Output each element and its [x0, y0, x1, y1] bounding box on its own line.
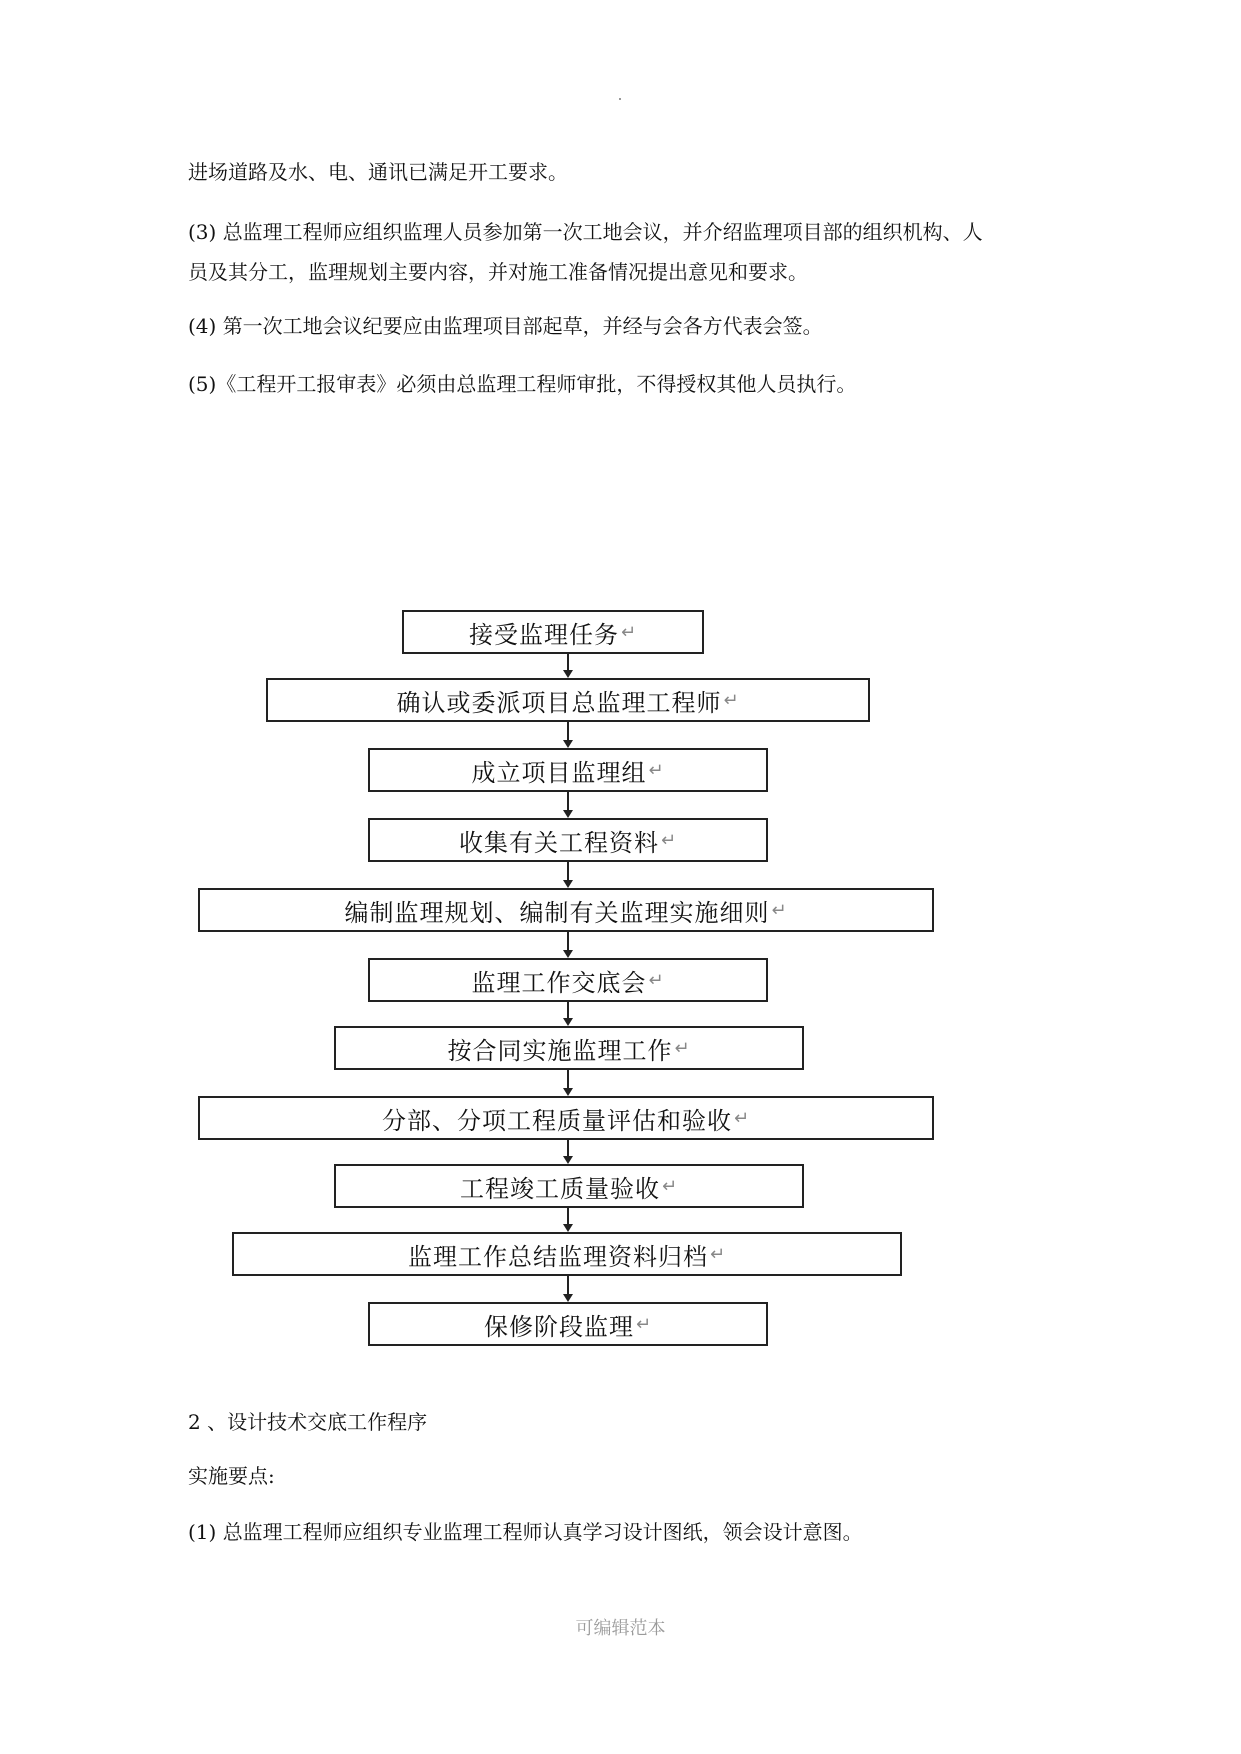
- arrow-down-icon: [563, 1294, 573, 1302]
- flow-step-3: 成立项目监理组 ↵: [368, 748, 768, 792]
- paragraph-item-3-line-2: 员及其分工，监理规划主要内容，并对施工准备情况提出意见和要求。: [188, 260, 808, 284]
- paragraph-item-4: (4) 第一次工地会议纪要应由监理项目部起草，并经与会各方代表会签。: [188, 314, 823, 338]
- return-mark-icon: ↵: [661, 1175, 679, 1197]
- return-mark-icon: ↵: [635, 1313, 653, 1335]
- arrow-down-icon: [563, 1224, 573, 1232]
- arrow-down-icon: [563, 740, 573, 748]
- flow-step-9: 工程竣工质量验收 ↵: [334, 1164, 804, 1208]
- return-mark-icon: ↵: [620, 621, 638, 643]
- paragraph-item-3: [188, 212, 1068, 292]
- flow-step-2: 确认或委派项目总监理工程师 ↵: [266, 678, 870, 722]
- return-mark-icon: ↵: [648, 759, 665, 781]
- arrow-down-icon: [563, 1088, 573, 1096]
- flow-step-8: 分部、分项工程质量评估和验收 ↵: [198, 1096, 934, 1140]
- header-dot: [619, 98, 621, 100]
- paragraph-item-3-line-1: (3) 总监理工程师应组织监理人员参加第一次工地会议，并介绍监理项目部的组织机构、人: [188, 220, 983, 244]
- flow-step-7: 按合同实施监理工作 ↵: [334, 1026, 804, 1070]
- return-mark-icon: ↵: [709, 1243, 727, 1265]
- flow-step-11: 保修阶段监理 ↵: [368, 1302, 768, 1346]
- return-mark-icon: ↵: [733, 1107, 751, 1129]
- key-points-label: 实施要点:: [188, 1464, 275, 1488]
- arrow-down-icon: [563, 670, 573, 678]
- return-mark-icon: ↵: [660, 829, 678, 851]
- paragraph-intro: 进场道路及水、电、通讯已满足开工要求。: [188, 160, 568, 184]
- arrow-down-icon: [563, 950, 573, 958]
- arrow-down-icon: [563, 810, 573, 818]
- flow-step-10: 监理工作总结监理资料归档 ↵: [232, 1232, 902, 1276]
- paragraph-section-2-item-1: (1) 总监理工程师应组织专业监理工程师认真学习设计图纸，领会设计意图。: [188, 1520, 863, 1544]
- arrow-down-icon: [563, 880, 573, 888]
- arrow-down-icon: [563, 1156, 573, 1164]
- arrow-down-icon: [563, 1018, 573, 1026]
- footer-watermark: 可编辑范本: [575, 1618, 666, 1639]
- return-mark-icon: ↵: [648, 969, 665, 991]
- flow-step-6: 监理工作交底会 ↵: [368, 958, 768, 1002]
- paragraph-item-5: (5)《工程开工报审表》必须由总监理工程师审批，不得授权其他人员执行。: [188, 372, 857, 396]
- flow-step-4: 收集有关工程资料 ↵: [368, 818, 768, 862]
- flow-step-1: 接受监理任务 ↵: [402, 610, 704, 654]
- return-mark-icon: ↵: [771, 899, 788, 921]
- flow-step-5: 编制监理规划、编制有关监理实施细则 ↵: [198, 888, 934, 932]
- return-mark-icon: ↵: [723, 689, 740, 711]
- section-2-heading: 2 、设计技术交底工作程序: [188, 1410, 428, 1434]
- return-mark-icon: ↵: [674, 1037, 691, 1059]
